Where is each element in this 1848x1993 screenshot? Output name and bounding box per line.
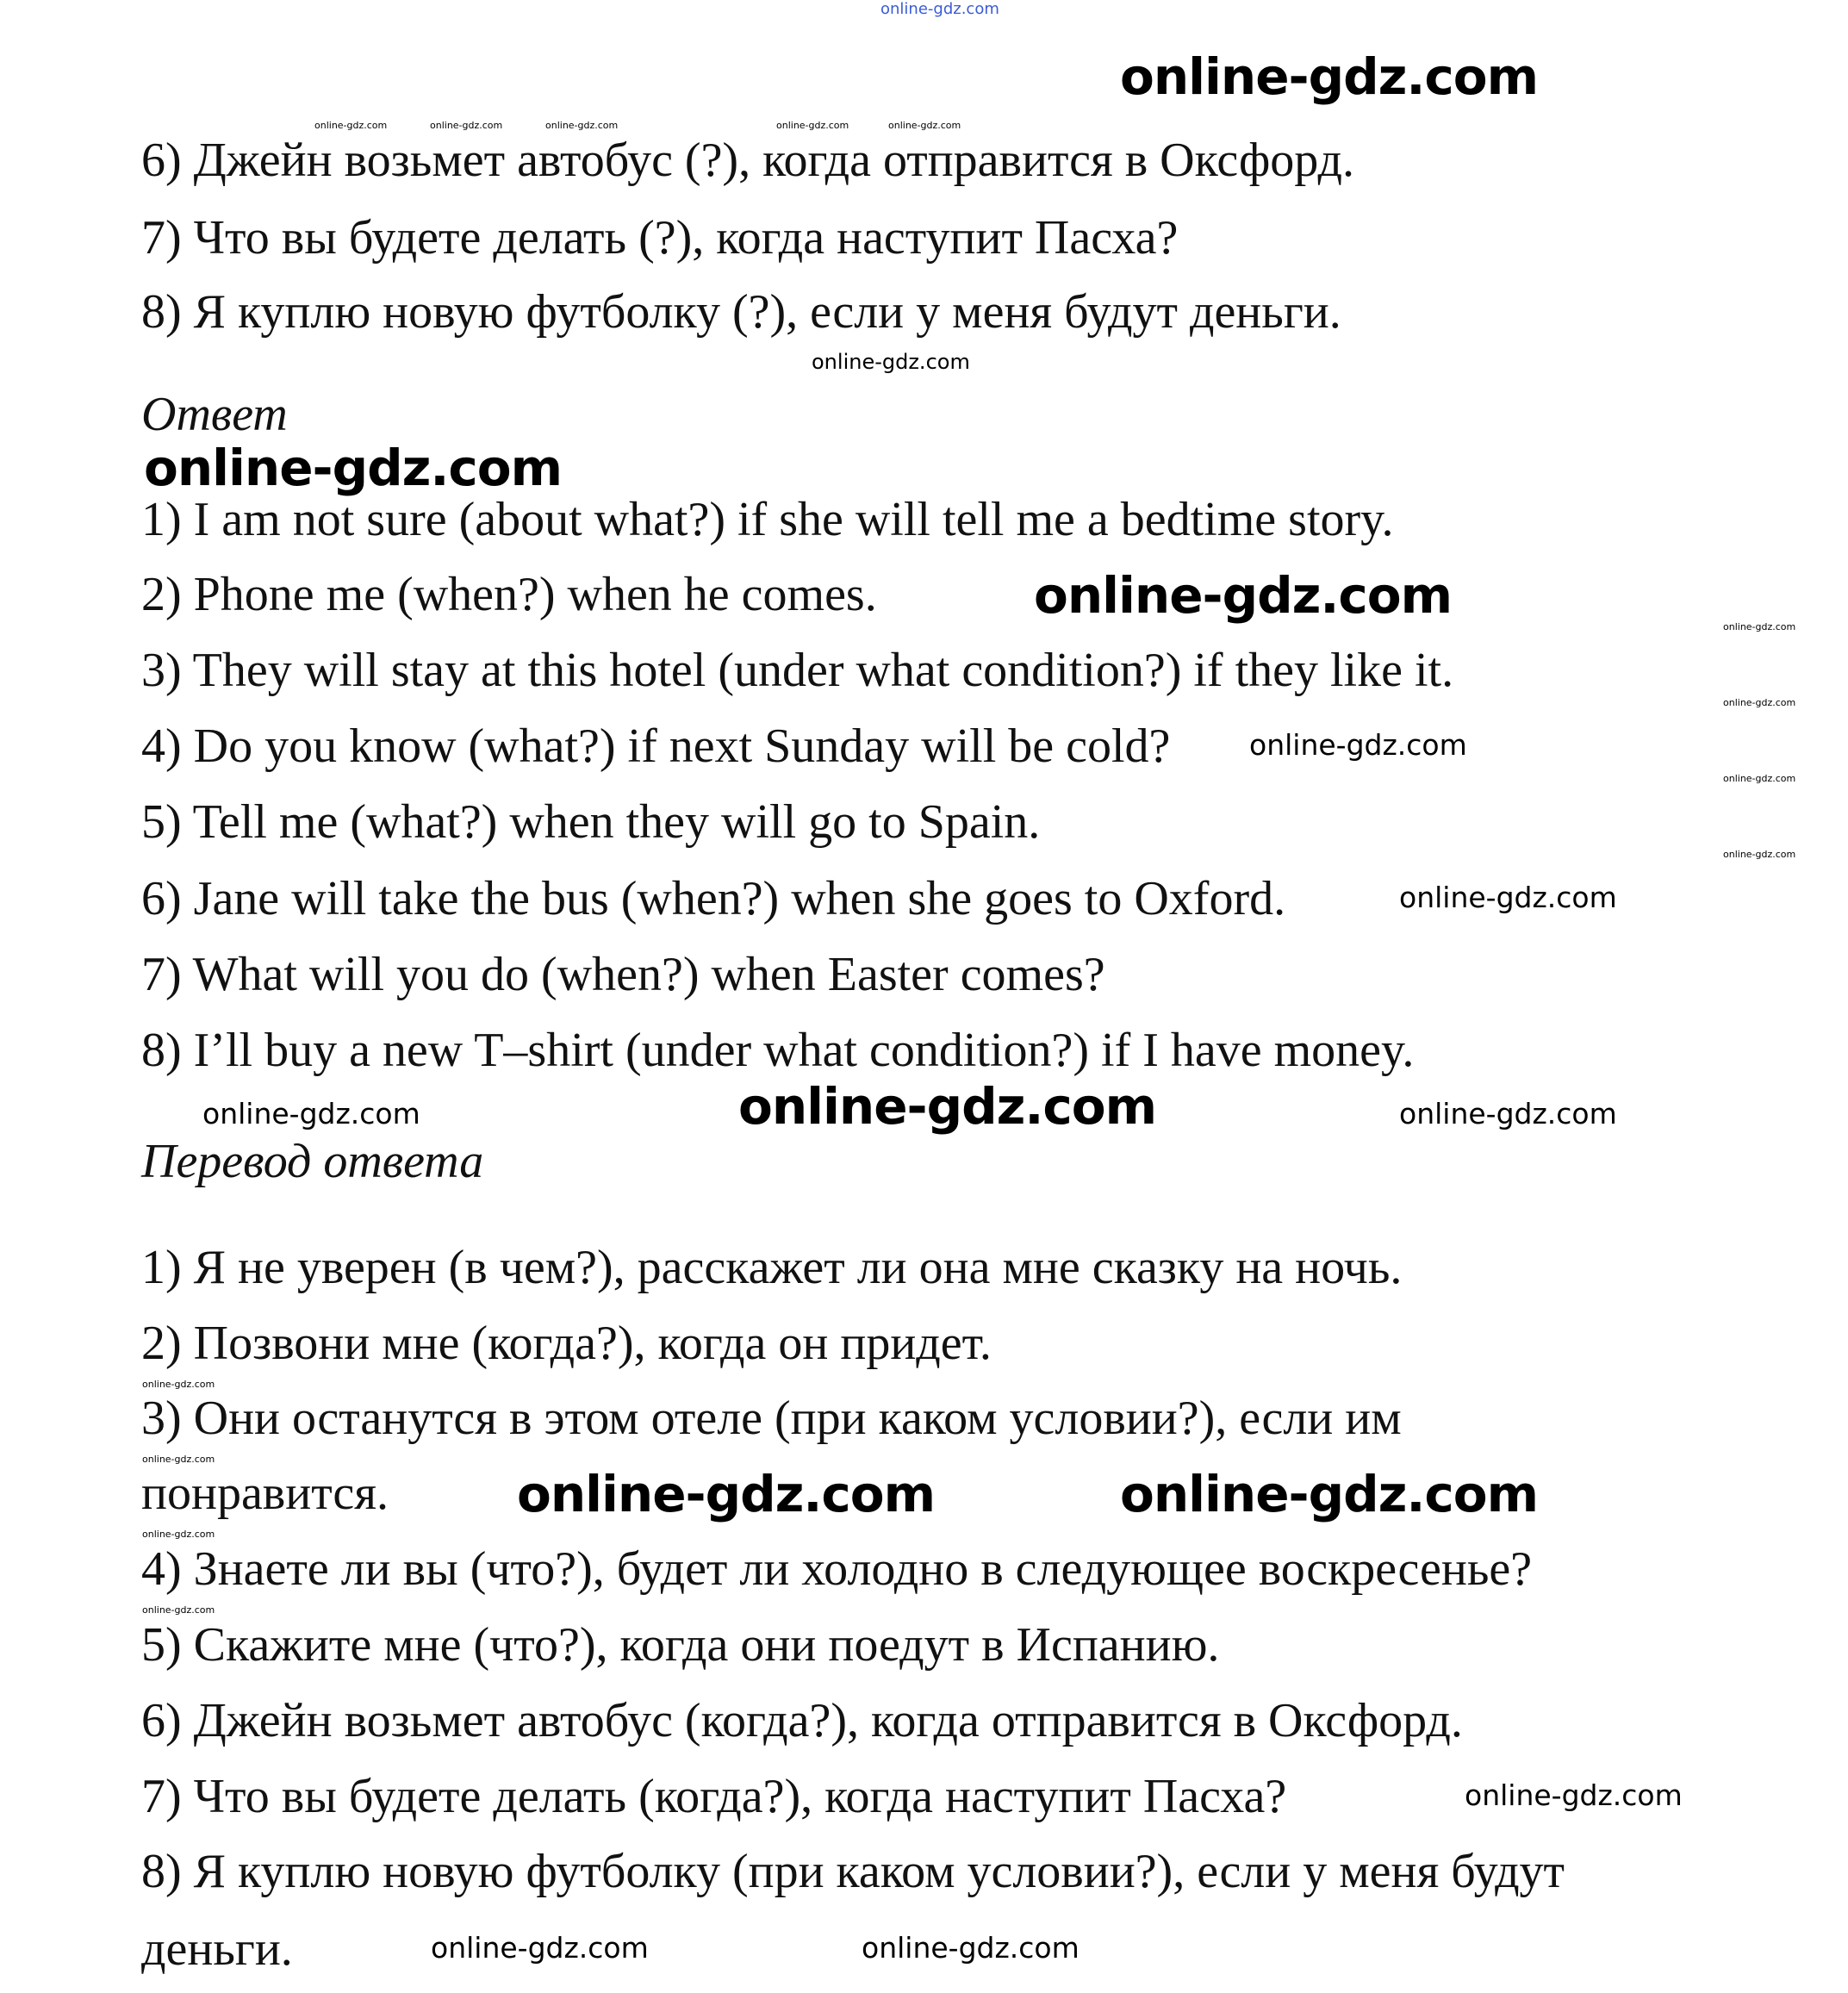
watermark: online-gdz.com: [738, 1077, 1157, 1136]
translation-line: 3) Они останутся в этом отеле (при каком условии?), если им: [141, 1392, 1402, 1445]
watermark: online-gdz.com: [202, 1097, 420, 1130]
watermark: online-gdz.com: [1723, 849, 1796, 860]
watermark: online-gdz.com: [1723, 773, 1796, 784]
watermark: online-gdz.com: [888, 120, 961, 131]
translation-line: 1) Я не уверен (в чем?), расскажет ли она мне сказку на ночь.: [141, 1241, 1403, 1294]
watermark: online-gdz.com: [144, 439, 563, 497]
watermark: online-gdz.com: [1723, 621, 1796, 632]
watermark: online-gdz.com: [142, 1379, 215, 1390]
watermark: online-gdz.com: [776, 120, 849, 131]
watermark: online-gdz.com: [314, 120, 388, 131]
translation-line: 6) Джейн возьмет автобус (когда?), когда отправится в Оксфорд.: [141, 1694, 1463, 1747]
watermark: online-gdz.com: [1249, 728, 1467, 762]
watermark: online-gdz.com: [142, 1454, 215, 1465]
watermark: online-gdz.com: [1120, 47, 1539, 106]
task-line: 8) Я куплю новую футболку (?), если у меня будут деньги.: [141, 285, 1341, 339]
watermark: online-gdz.com: [862, 1931, 1080, 1965]
translation-line: 8) Я куплю новую футболку (при каком условии?), если у меня будут: [141, 1845, 1565, 1898]
answer-line: 5) Tell me (what?) when they will go to Spain.: [141, 795, 1041, 849]
watermark: online-gdz.com: [142, 1529, 215, 1540]
answer-line: 1) I am not sure (about what?) if she will tell me a bedtime story.: [141, 493, 1394, 546]
answer-line: 8) I’ll buy a new T–shirt (under what condition?) if I have money.: [141, 1024, 1415, 1077]
watermark: online-gdz.com: [1034, 566, 1453, 625]
task-line: 6) Джейн возьмет автобус (?), когда отправится в Оксфорд.: [141, 134, 1354, 187]
watermark: online-gdz.com: [545, 120, 619, 131]
answer-line: 3) They will stay at this hotel (under what condition?) if they like it.: [141, 644, 1454, 697]
translation-line: понравится.: [141, 1467, 389, 1520]
watermark: online-gdz.com: [430, 120, 503, 131]
translation-heading: Перевод ответа: [141, 1135, 484, 1188]
watermark: online-gdz.com: [812, 350, 970, 374]
answer-line: 2) Phone me (when?) when he comes.: [141, 568, 877, 621]
watermark: online-gdz.com: [517, 1465, 936, 1523]
answer-line: 7) What will you do (when?) when Easter comes?: [141, 948, 1105, 1001]
translation-line: 5) Скажите мне (что?), когда они поедут в Испанию.: [141, 1618, 1220, 1672]
translation-line: 2) Позвони мне (когда?), когда он придет.: [141, 1317, 992, 1370]
answer-line: 4) Do you know (what?) if next Sunday will be cold?: [141, 719, 1171, 773]
translation-line: 7) Что вы будете делать (когда?), когда наступит Пасха?: [141, 1770, 1287, 1823]
watermark: online-gdz.com: [1723, 697, 1796, 708]
watermark: online-gdz.com: [431, 1931, 649, 1965]
header-watermark[interactable]: online-gdz.com: [880, 0, 999, 18]
translation-line: деньги.: [141, 1922, 293, 1976]
task-line: 7) Что вы будете делать (?), когда наступит Пасха?: [141, 211, 1179, 265]
answer-line: 6) Jane will take the bus (when?) when she goes to Oxford.: [141, 872, 1286, 925]
translation-line: 4) Знаете ли вы (что?), будет ли холодно в следующее воскресенье?: [141, 1542, 1533, 1596]
watermark: online-gdz.com: [142, 1604, 215, 1616]
answer-heading: Ответ: [141, 388, 288, 441]
watermark: online-gdz.com: [1120, 1465, 1539, 1523]
watermark: online-gdz.com: [1465, 1778, 1683, 1812]
watermark: online-gdz.com: [1399, 881, 1617, 914]
watermark: online-gdz.com: [1399, 1097, 1617, 1130]
